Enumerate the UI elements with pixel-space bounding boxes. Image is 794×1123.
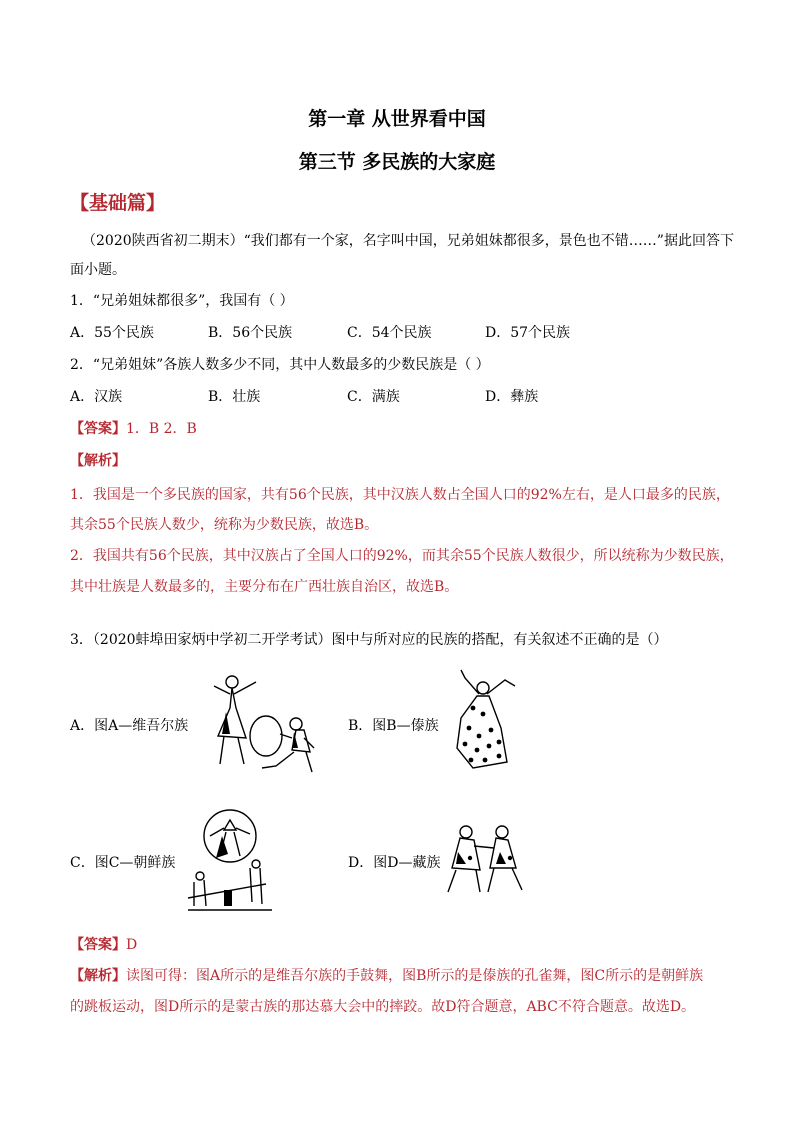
q3-stem: 3．（2020蚌埠田家炳中学初二开学考试）图中与所对应的民族的搭配，有关叙述不正确的是（）: [70, 632, 668, 648]
analysis-line-3: 2．我国共有56个民族，其中汉族占了全国人口的92%，而其余55个民族人数很少，所以统称为少数民族，: [70, 548, 734, 564]
q3-option-d: D．图D—藏族: [348, 855, 441, 871]
intro-line-1: （2020陕西省初二期末）“我们都有一个家，名字叫中国，兄弟姐妹都很多，景色也不错……”据此回答下: [82, 233, 734, 249]
analysis-3-text-1: 读图可得：图A所示的是维吾尔族的手鼓舞，图B所示的是傣族的孔雀舞，图C所示的是朝鲜族: [126, 968, 704, 984]
answer-3-value: D: [126, 937, 138, 953]
q3-option-c: C．图C—朝鲜族: [70, 855, 176, 871]
basic-section-label: 【基础篇】: [70, 192, 166, 214]
analysis-line-2: 其余55个民族人数少，统称为少数民族，故选B。: [70, 517, 379, 533]
q2-option-a: A．汉族: [70, 389, 123, 405]
analysis-3-line-2: 的跳板运动，图D所示的是蒙古族的那达慕大会中的摔跤。故D符合题意，ABC不符合题意。故选D。: [70, 999, 696, 1015]
analysis-label: 【解析】: [70, 453, 126, 469]
analysis-line-1: 1．我国是一个多民族的国家，共有56个民族，其中汉族人数占全国人口的92%左右，是人口最多的民族，: [70, 487, 730, 503]
q2-option-b: B．壮族: [208, 389, 261, 405]
analysis-3-line-1: [70, 966, 703, 986]
q2-stem: 2．“兄弟姐妹”各族人数多少不同，其中人数最多的少数民族是（ ）: [70, 357, 490, 373]
answer-3-label: 【答案】: [70, 937, 126, 953]
figure-d-wrestling-image: [440, 822, 528, 894]
section-title: 第三节 多民族的大家庭: [298, 151, 496, 173]
analysis-line-4: 其中壮族是人数最多的，主要分布在广西壮族自治区，故选B。: [70, 579, 459, 595]
answer-3: [70, 935, 137, 955]
q1-option-c: C．54个民族: [347, 325, 432, 341]
analysis-3-label: 【解析】: [70, 968, 126, 984]
q1-option-a: A．55个民族: [70, 325, 154, 341]
figure-c-korean-seesaw-image: [180, 806, 276, 914]
figure-a-uyghur-dance-image: [200, 668, 324, 778]
answer-1-2: [70, 419, 197, 439]
chapter-title: 第一章 从世界看中国: [308, 108, 486, 130]
q1-stem: 1．“兄弟姐妹都很多”，我国有（ ）: [70, 293, 294, 309]
q1-option-b: B．56个民族: [208, 325, 293, 341]
q3-option-a: A．图A—维吾尔族: [70, 718, 189, 734]
q1-option-d: D．57个民族: [485, 325, 571, 341]
figure-b-dai-peacock-dance-image: [443, 668, 523, 778]
answer-label: 【答案】: [70, 421, 126, 437]
q2-option-c: C．满族: [347, 389, 400, 405]
intro-line-2: 面小题。: [70, 262, 126, 278]
q3-option-b: B．图B—傣族: [348, 718, 439, 734]
answer-value: 1．B 2．B: [126, 421, 197, 437]
q2-option-d: D．彝族: [485, 389, 539, 405]
